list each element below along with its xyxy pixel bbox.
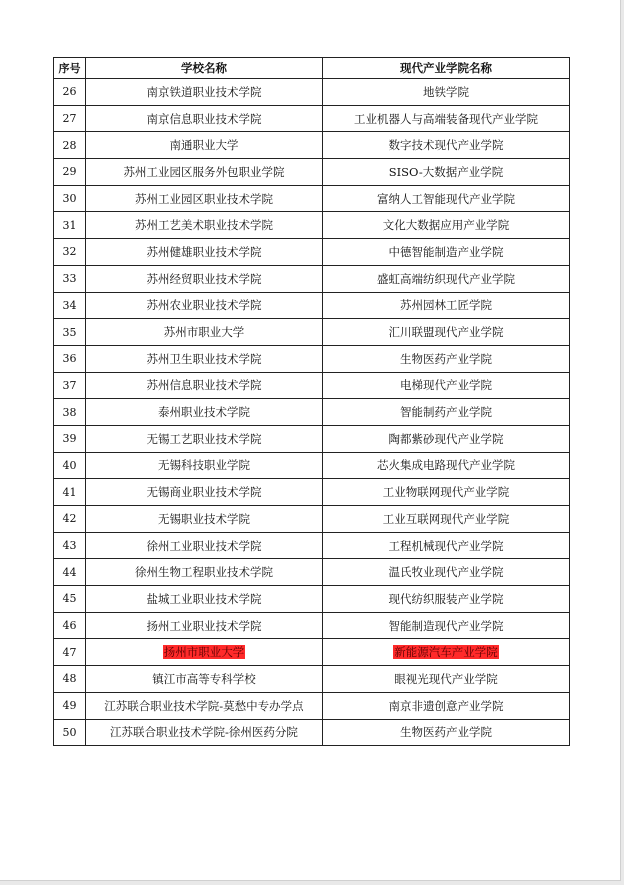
row-number: 43 [54, 532, 86, 559]
school-name-cell: 扬州工业职业技术学院 [86, 612, 323, 639]
header-number: 序号 [54, 58, 86, 79]
row-number: 45 [54, 586, 86, 613]
school-name-cell: 苏州信息职业技术学院 [86, 372, 323, 399]
school-name-cell: 无锡商业职业技术学院 [86, 479, 323, 506]
table-row [54, 399, 570, 426]
row-number: 47 [54, 639, 86, 666]
table-row [54, 532, 570, 559]
row-number: 46 [54, 612, 86, 639]
college-name-cell: 陶都紫砂现代产业学院 [323, 425, 570, 452]
row-number: 40 [54, 452, 86, 479]
college-name-cell: 文化大数据应用产业学院 [323, 212, 570, 239]
row-number: 36 [54, 345, 86, 372]
college-name-cell: 盛虹高端纺织现代产业学院 [323, 265, 570, 292]
table-row [54, 319, 570, 346]
college-name-cell: 富纳人工智能现代产业学院 [323, 185, 570, 212]
highlighted-college-name: 新能源汽车产业学院 [394, 645, 498, 660]
row-number: 29 [54, 159, 86, 186]
table-row [54, 559, 570, 586]
row-number: 32 [54, 239, 86, 266]
row-number: 30 [54, 185, 86, 212]
row-number: 42 [54, 506, 86, 533]
row-number: 26 [54, 79, 86, 106]
table-row [54, 692, 570, 719]
row-number: 31 [54, 212, 86, 239]
table-row [54, 506, 570, 533]
row-number: 44 [54, 559, 86, 586]
table-row [54, 425, 570, 452]
college-name-cell: 地铁学院 [323, 79, 570, 106]
row-number: 34 [54, 292, 86, 319]
table-row [54, 372, 570, 399]
school-name-cell: 南京铁道职业技术学院 [86, 79, 323, 106]
row-number: 49 [54, 692, 86, 719]
table-row [54, 345, 570, 372]
table-row [54, 239, 570, 266]
table-row [54, 132, 570, 159]
table-row [54, 159, 570, 186]
school-name-cell: 徐州工业职业技术学院 [86, 532, 323, 559]
table-row [54, 666, 570, 693]
highlighted-school-name: 扬州市职业大学 [163, 645, 245, 660]
school-name-cell: 南京信息职业技术学院 [86, 105, 323, 132]
college-name-cell: 电梯现代产业学院 [323, 372, 570, 399]
college-name-cell: 工程机械现代产业学院 [323, 532, 570, 559]
header-college-name: 现代产业学院名称 [323, 58, 570, 79]
college-name-cell: 智能制药产业学院 [323, 399, 570, 426]
row-number: 37 [54, 372, 86, 399]
school-name-cell: 无锡科技职业学院 [86, 452, 323, 479]
school-name-cell: 盐城工业职业技术学院 [86, 586, 323, 613]
college-name-cell: 芯火集成电路现代产业学院 [323, 452, 570, 479]
college-name-cell: 汇川联盟现代产业学院 [323, 319, 570, 346]
school-name-cell: 苏州工业园区职业技术学院 [86, 185, 323, 212]
table-header [54, 58, 570, 79]
school-name-cell: 苏州卫生职业技术学院 [86, 345, 323, 372]
college-name-cell: 工业互联网现代产业学院 [323, 506, 570, 533]
row-number: 50 [54, 719, 86, 746]
school-name-cell: 江苏联合职业技术学院-莫愁中专办学点 [86, 692, 323, 719]
college-name-cell: 智能制造现代产业学院 [323, 612, 570, 639]
table-row [54, 79, 570, 106]
row-number: 27 [54, 105, 86, 132]
school-name-cell: 苏州市职业大学 [86, 319, 323, 346]
school-name-cell: 苏州农业职业技术学院 [86, 292, 323, 319]
table-body [54, 79, 570, 746]
school-name-cell: 苏州健雄职业技术学院 [86, 239, 323, 266]
row-number: 41 [54, 479, 86, 506]
row-number: 33 [54, 265, 86, 292]
college-name-cell: 生物医药产业学院 [323, 719, 570, 746]
college-name-cell: 苏州园林工匠学院 [323, 292, 570, 319]
college-name-cell: 眼视光现代产业学院 [323, 666, 570, 693]
table-row [54, 639, 570, 666]
row-number: 39 [54, 425, 86, 452]
college-name-cell: 中德智能制造产业学院 [323, 239, 570, 266]
row-number: 38 [54, 399, 86, 426]
table-row [54, 185, 570, 212]
college-name-cell: 温氏牧业现代产业学院 [323, 559, 570, 586]
school-name-cell [86, 639, 323, 666]
table-row [54, 105, 570, 132]
table-row [54, 719, 570, 746]
row-number: 28 [54, 132, 86, 159]
header-school-name: 学校名称 [86, 58, 323, 79]
school-name-cell: 江苏联合职业技术学院-徐州医药分院 [86, 719, 323, 746]
college-table [53, 57, 570, 746]
school-name-cell: 徐州生物工程职业技术学院 [86, 559, 323, 586]
row-number: 35 [54, 319, 86, 346]
row-number: 48 [54, 666, 86, 693]
school-name-cell: 无锡工艺职业技术学院 [86, 425, 323, 452]
college-name-cell: SISO-大数据产业学院 [323, 159, 570, 186]
header-row [54, 58, 570, 79]
table-row [54, 586, 570, 613]
school-name-cell: 南通职业大学 [86, 132, 323, 159]
table-row [54, 265, 570, 292]
school-name-cell: 苏州工业园区服务外包职业学院 [86, 159, 323, 186]
table-row [54, 452, 570, 479]
school-name-cell: 无锡职业技术学院 [86, 506, 323, 533]
school-name-cell: 镇江市高等专科学校 [86, 666, 323, 693]
college-name-cell: 现代纺织服装产业学院 [323, 586, 570, 613]
table-row [54, 292, 570, 319]
table-row [54, 612, 570, 639]
college-name-cell: 工业物联网现代产业学院 [323, 479, 570, 506]
college-name-cell: 数字技术现代产业学院 [323, 132, 570, 159]
college-name-cell: 生物医药产业学院 [323, 345, 570, 372]
college-name-cell [323, 639, 570, 666]
school-name-cell: 苏州工艺美术职业技术学院 [86, 212, 323, 239]
table-row [54, 212, 570, 239]
school-name-cell: 苏州经贸职业技术学院 [86, 265, 323, 292]
college-name-cell: 南京非遗创意产业学院 [323, 692, 570, 719]
college-name-cell: 工业机器人与高端装备现代产业学院 [323, 105, 570, 132]
table-row [54, 479, 570, 506]
school-name-cell: 泰州职业技术学院 [86, 399, 323, 426]
